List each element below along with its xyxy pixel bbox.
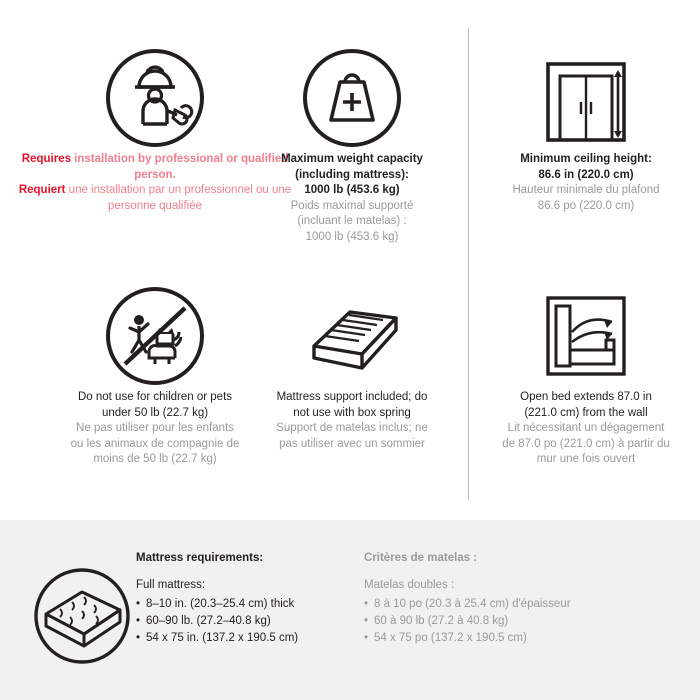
ceiling-fr-line-2: 86.6 po (220.0 cm) xyxy=(537,199,635,212)
weight-fr-line-1: Poids maximal supporté xyxy=(290,199,414,212)
extends-en-line-1: Open bed extends 87.0 in xyxy=(520,391,652,403)
extends-fr-line-3: mur une fois ouvert xyxy=(536,453,636,465)
weight-fr-line-2: (incluant le matelas) : xyxy=(297,215,407,227)
item-ceiling-height xyxy=(472,44,700,214)
extends-fr-line-2: de 87.0 po (221.0 cm) à partir du xyxy=(502,437,670,450)
kids-en-line-2: under 50 lb (22.7 kg) xyxy=(101,406,209,419)
weight-plus-icon xyxy=(242,44,462,152)
weight-en-line-1: Maximum weight capacity xyxy=(281,153,423,165)
kids-en-line-1: Do not use for children or pets xyxy=(77,391,233,403)
requirements-en-bullet: • 60–90 lb. (27.2–40.8 kg) xyxy=(136,613,364,630)
item-bed-extension xyxy=(472,282,700,468)
support-fr-line-2: pas utiliser avec un sommier xyxy=(279,437,425,450)
slatted-mattress-support-icon xyxy=(242,282,462,390)
support-en-line-2: not use with box spring xyxy=(293,406,411,419)
kids-fr-line-1: Ne pas utiliser pour les enfants xyxy=(76,422,234,434)
support-fr-line-1: Support de matelas inclus; ne xyxy=(276,422,428,434)
ceiling-en-line-2: 86.6 in (220.0 cm) xyxy=(538,168,634,181)
item-extends-text xyxy=(482,390,690,468)
item-support-text xyxy=(242,390,462,452)
requirements-fr-title: Critères de matelas : xyxy=(364,552,478,564)
item-weight-capacity xyxy=(232,44,472,245)
requirements-en-title: Mattress requirements: xyxy=(136,552,264,564)
install-fr-rest: une installation par un professionnel ou une personne qualifiée xyxy=(65,184,292,212)
mattress-requirements-panel xyxy=(0,520,700,700)
requirements-fr-bullet: • 8 à 10 po (20.3 à 25.4 cm) d'épaisseur xyxy=(364,596,614,613)
weight-fr-line-3: 1000 lb (453.6 kg) xyxy=(305,230,399,243)
weight-en-line-2: (including mattress): xyxy=(295,168,409,181)
kids-fr-line-3: moins de 50 lb (22.7 kg) xyxy=(93,453,217,465)
install-fr-bold: Requiert xyxy=(18,184,66,196)
murphy-bed-open-icon xyxy=(482,282,690,390)
item-ceiling-text xyxy=(482,152,690,214)
requirements-en-subtitle: Full mattress: xyxy=(136,579,206,591)
extends-en-line-2: (221.0 cm) from the wall xyxy=(524,406,648,419)
requirements-french xyxy=(364,546,614,647)
ceiling-fr-line-1: Hauteur minimale du plafond xyxy=(512,184,660,196)
weight-en-line-3: 1000 lb (453.6 kg) xyxy=(304,184,400,196)
requirements-fr-bullet: • 60 à 90 lb (27.2 à 40.8 kg) xyxy=(364,613,614,630)
requirements-fr-bullet: • 54 x 75 po (137.2 x 190.5 cm) xyxy=(364,630,614,647)
item-weight-text xyxy=(242,152,462,245)
support-en-line-1: Mattress support included; do xyxy=(276,391,428,403)
cabinet-height-arrow-icon xyxy=(482,44,690,152)
install-en-bold: Requires xyxy=(21,153,71,165)
requirements-english xyxy=(136,546,364,647)
kids-fr-line-2: ou les animaux de compagnie de xyxy=(70,437,240,450)
mattress-icon xyxy=(28,546,136,668)
requirements-en-bullet: • 54 x 75 in. (137.2 x 190.5 cm) xyxy=(136,630,364,647)
requirements-fr-subtitle: Matelas doubles : xyxy=(364,579,455,591)
ceiling-en-line-1: Minimum ceiling height: xyxy=(520,153,652,165)
item-mattress-support xyxy=(232,282,472,452)
install-en-rest: installation by professional or qualified person. xyxy=(70,153,289,181)
extends-fr-line-1: Lit nécessitant un dégagement xyxy=(507,422,665,434)
requirements-en-bullet: • 8–10 in. (20.3–25.4 cm) thick xyxy=(136,596,364,613)
